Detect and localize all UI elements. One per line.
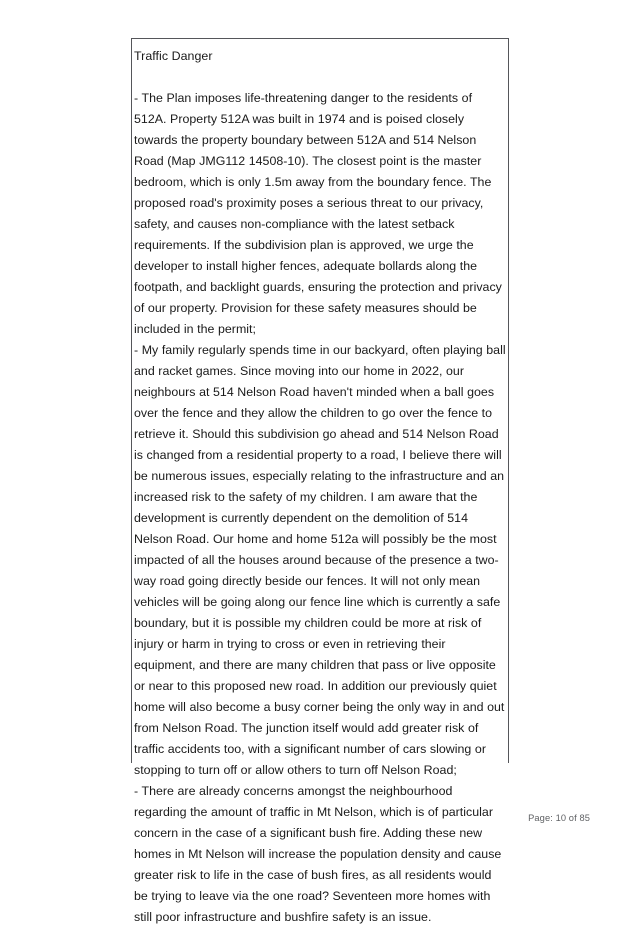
- submission-paragraph-2: - My family regularly spends time in our backyard, often playing ball and racket games. Since moving into our home in 2022, our neighbours at 514 Nelson Road haven't minded when a ball goes over the fence and they allow the children to go over the fence to retrieve it. Should this subdivision go ahead and 514 Nelson Road is changed from a residential property to a road, I believe there will be numerous issues, especially relating to the infrastructure and an increased risk to the safety of my children. I am aware that the development is currently dependent on the demolition of 514 Nelson Road. Our home and home 512a will possibly be the most impacted of all the houses around because of the presence a two-way road going directly beside our fences. It will not only mean vehicles will be going along our fence line which is currently a safe boundary, but it is possible my children could be more at risk of injury or harm in trying to cross or even in retrieving their equipment, and there are many children that pass or live opposite or near to this proposed new road. In addition our previously quiet home will also become a busy corner being the only way in and out from Nelson Road. The junction itself would add greater risk of traffic accidents too, with a significant number of cars slowing or stopping to turn off or allow others to turn off Nelson Road;: [134, 343, 506, 777]
- document-body: [133, 46, 509, 928]
- submission-paragraph-3: - There are already concerns amongst the neighbourhood regarding the amount of traffic in Mt Nelson, which is of particular concern in the case of a significant bush fire. Adding these new homes in Mt Nelson will increase the population density and cause greater risk to life in the case of bush fires, as all residents would be trying to leave via the one road? Seventeen more homes with still poor infrastructure and bushfire safety is an issue.: [134, 784, 502, 924]
- page-number-footer: Page: 10 of 85: [528, 813, 590, 823]
- paragraph-spacer: [134, 67, 507, 88]
- document-text-frame: [131, 38, 509, 924]
- submission-paragraph-1: - The Plan imposes life-threatening danger to the residents of 512A. Property 512A was built in 1974 and is poised closely towards the property boundary between 512A and 514 Nelson Road (Map JMG112 14508-10). The closest point is the master bedroom, which is only 1.5m away from the boundary fence. The proposed road's proximity poses a serious threat to our privacy, safety, and causes non-compliance with the latest setback requirements. If the subdivision plan is approved, we urge the developer to install higher fences, adequate bollards along the footpath, and backlight guards, ensuring the protection and privacy of our property. Provision for these safety measures should be included in the permit;: [134, 91, 502, 336]
- page-title: Traffic Danger: [134, 49, 213, 63]
